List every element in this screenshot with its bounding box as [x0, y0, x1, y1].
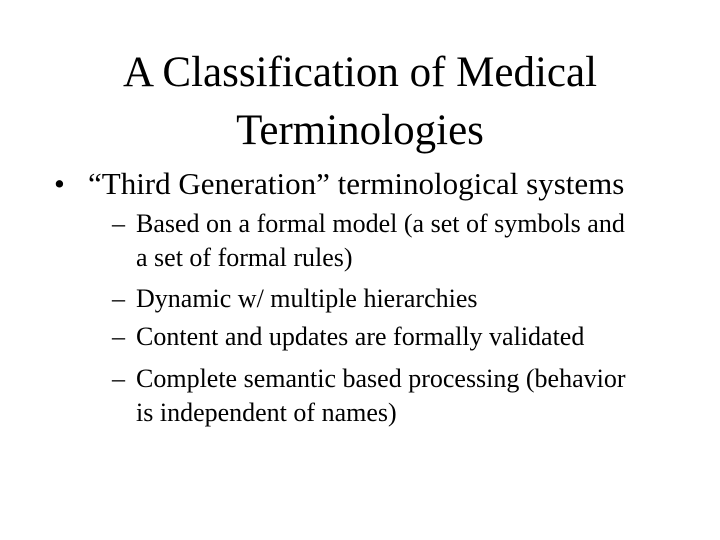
sub-bullet-text-line-1: Based on a formal model (a set of symbols and: [136, 209, 625, 238]
main-bullet-text: “Third Generation” terminological systems: [88, 166, 625, 201]
sub-bullet-text-line-1: Complete semantic based processing (behavior: [136, 364, 626, 393]
sub-bullet-text-line-1: Content and updates are formally validated: [136, 322, 585, 351]
dash-icon: –: [112, 322, 125, 351]
sub-bullet-text-line-1: Dynamic w/ multiple hierarchies: [136, 284, 478, 313]
sub-bullet-formal-model: [112, 207, 692, 275]
dash-icon: –: [112, 209, 125, 238]
title-line-2: Terminologies: [236, 107, 484, 154]
slide-title: [60, 44, 660, 160]
sub-bullet-semantic-processing: [112, 362, 692, 430]
title-line-1: A Classification of Medical: [122, 49, 598, 96]
bullet-dot-icon: •: [54, 166, 65, 201]
dash-icon: –: [112, 284, 125, 313]
sub-bullet-dynamic: [112, 282, 692, 316]
sub-bullet-text-line-2: a set of formal rules): [136, 243, 353, 272]
sub-bullet-validated: [112, 320, 692, 354]
dash-icon: –: [112, 364, 125, 393]
sub-bullet-text-line-2: is independent of names): [136, 398, 397, 427]
